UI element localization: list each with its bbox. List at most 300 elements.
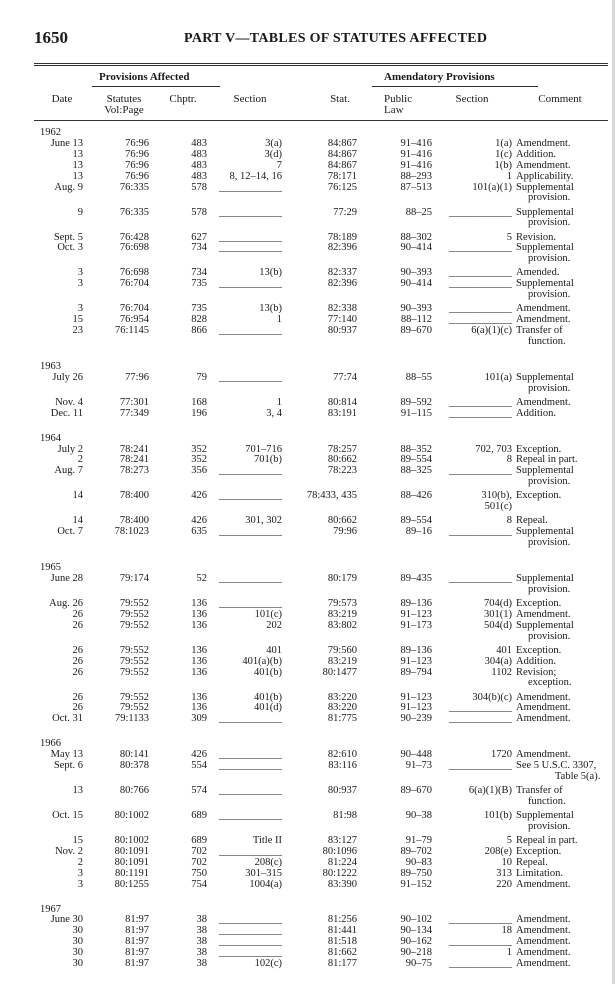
comment-cell: See 5 U.S.C. 3307, [516,760,597,771]
continuation-row [0,537,616,548]
continuation-row [0,383,616,394]
public-law-cell: 89–702 [400,845,432,857]
stat-cell: 83:390 [327,878,357,890]
chapter-cell: 38 [196,914,207,926]
stat-cell: 83:220 [327,691,357,703]
continuation-row [0,796,616,807]
statutes-cell: 76:96 [125,159,149,171]
statutes-cell: 80:378 [119,760,149,771]
amend-section-cell: 5 [506,231,512,243]
chapter-cell: 196 [191,407,207,419]
table-row [0,810,616,821]
stat-cell: 81:256 [327,914,357,926]
statutes-cell: 79:552 [119,597,149,609]
comment-cell: Amendment. [516,303,571,315]
comment-continuation: exception. [528,677,572,689]
table-row [0,936,616,947]
comment-cell: Exception. [516,490,562,502]
date-cell: 26 [72,666,83,678]
table-row [0,645,616,656]
statutes-cell: 80:766 [119,785,149,796]
col-statutes-line2: Vol:Page [104,104,144,116]
public-law-cell: 90–134 [400,925,432,937]
statutes-cell: 76:428 [119,231,149,243]
statutes-cell: 79:174 [119,572,149,584]
date-cell: 2 [77,856,83,868]
public-law-cell: 90–239 [400,713,432,725]
comment-cell: Amendment. [516,749,571,761]
stat-cell: 82:610 [327,749,357,761]
stat-cell: 78:433, 435 [306,490,357,502]
public-law-cell: 91–73 [405,760,432,771]
table-row [0,857,616,868]
date-cell: 30 [72,958,83,969]
amend-section-cell: ____________ [449,526,512,538]
stat-cell: 82:396 [327,278,357,290]
year-label: 1967 [40,903,61,915]
chapter-cell: 356 [191,465,207,477]
public-law-cell: 91–416 [400,148,432,160]
statutes-cell: 78:273 [119,465,149,477]
chapter-cell: 735 [191,278,207,290]
col-stat: Stat. [330,93,350,105]
stat-cell: 78:189 [327,231,357,243]
date-cell: 23 [72,325,83,337]
public-law-cell: 91–123 [400,608,432,620]
date-cell: June 28 [50,572,83,584]
statutes-cell: 79:552 [119,702,149,714]
amend-section-cell: 6(a)(1)(B) [468,785,512,796]
chapter-cell: 735 [191,303,207,315]
date-cell: 26 [72,691,83,703]
page-number: 1650 [34,28,68,47]
date-cell: 13 [72,785,83,796]
chapter-cell: 136 [191,666,207,678]
section-cell: ____________ [219,845,282,857]
comment-cell: Supplemental [516,465,574,477]
table-row [0,515,616,526]
statutes-cell: 76:96 [125,137,149,149]
table-row [0,207,616,218]
amend-section-cell: ____________ [449,465,512,477]
public-law-cell: 89–136 [400,597,432,609]
statutes-cell: 78:241 [119,454,149,466]
continuation-row [0,253,616,264]
table-row [0,444,616,455]
date-cell: 26 [72,702,83,714]
public-law-cell: 90–393 [400,303,432,315]
chapter-cell: 352 [191,443,207,455]
section-cell: 301, 302 [245,515,282,527]
comment-cell: Repeal in part. [516,835,578,846]
section-cell: ____________ [219,597,282,609]
statutes-cell: 78:400 [119,490,149,502]
col-comment: Comment [538,93,582,105]
stat-cell: 80:814 [327,396,357,408]
stat-cell: 76:125 [327,181,357,193]
statutes-cell: 76:96 [125,170,149,182]
table-row [0,160,616,171]
statutes-cell: 76:335 [119,181,149,193]
table-row [0,408,616,419]
section-cell: 8, 12–14, 16 [229,170,282,182]
year-label: 1965 [40,562,61,573]
public-law-cell: 91–416 [400,159,432,171]
public-law-cell: 89–592 [400,396,432,408]
table-row [0,372,616,383]
amend-section-cell: ____________ [449,206,512,218]
table-row [0,182,616,193]
chapter-cell: 38 [196,925,207,937]
date-cell: June 30 [50,914,83,926]
comment-continuation: provision. [528,476,571,488]
stat-cell: 79:560 [327,644,357,656]
table-row [0,620,616,631]
stat-cell: 80:1096 [322,845,357,857]
chapter-cell: 52 [196,572,207,584]
chapter-cell: 483 [191,137,207,149]
chapter-cell: 750 [191,867,207,879]
table-row [0,278,616,289]
section-cell: ____________ [219,465,282,477]
statutes-cell: 78:1023 [114,526,149,538]
comment-cell: Exception. [516,597,562,609]
statutes-cell: 77:301 [119,396,149,408]
group-underline-amendatory [372,86,538,87]
statutes-cell: 76:698 [119,267,149,279]
date-cell: 3 [77,267,83,279]
comment-cell: Amendment. [516,396,571,408]
date-cell: 14 [72,515,83,527]
amend-section-cell: 8 [506,515,512,527]
comment-continuation: function. [528,795,566,807]
comment-cell: Amendment. [516,936,571,948]
col-public-law-line1: Public [384,93,413,105]
chapter-cell: 79 [196,371,207,383]
section-cell: ____________ [219,572,282,584]
section-cell: ____________ [219,206,282,218]
section-cell: ____________ [219,713,282,725]
col-public-law-line2: Law [384,104,404,116]
stat-cell: 78:223 [327,465,357,477]
comment-cell: Amendment. [516,691,571,703]
statutes-cell: 79:552 [119,666,149,678]
table-row [0,835,616,846]
amend-section-cell: 5 [506,835,512,846]
comment-cell: Repeal in part. [516,454,578,466]
public-law-cell: 90–83 [405,856,432,868]
comment-cell: Amendment. [516,608,571,620]
section-cell: 1 [276,396,282,408]
continuation-row [0,476,616,487]
amend-section-cell: ____________ [449,267,512,279]
stat-cell: 79:96 [333,526,357,538]
section-cell: ____________ [219,278,282,290]
table-row [0,573,616,584]
stat-cell: 80:662 [327,515,357,527]
group-header-amendatory: Amendatory Provisions [384,71,495,83]
col-statutes-line1: Statutes [106,93,142,105]
section-cell: 101(c) [254,608,282,620]
public-law-cell: 88–302 [400,231,432,243]
table-row [0,925,616,936]
comment-cell: Amendment. [516,159,571,171]
comment-cell: Amendment. [516,314,571,326]
statutes-cell: 80:1255 [114,878,149,890]
statutes-cell: 76:698 [119,242,149,254]
table-row [0,958,616,969]
stat-cell: 81:177 [327,958,357,969]
comment-cell: Repeal. [516,856,548,868]
col-date: Date [51,93,73,105]
amend-section-cell: 220 [496,878,512,890]
col-section: Section [233,93,267,105]
amend-section-cell: 1(b) [494,159,512,171]
public-law-cell: 90–414 [400,278,432,290]
section-cell: 13(b) [259,267,282,279]
date-cell: 30 [72,936,83,948]
statutes-cell: 80:141 [119,749,149,761]
amend-section-cell: 101(b) [484,810,512,821]
public-law-cell: 89–750 [400,867,432,879]
comment-continuation: provision. [528,820,571,832]
amend-section-cell: 208(e) [484,845,512,857]
chapter-cell: 168 [191,396,207,408]
statutes-cell: 81:97 [125,958,149,969]
stat-cell: 79:573 [327,597,357,609]
comment-continuation: provision. [528,289,571,301]
date-cell: Dec. 11 [50,407,83,419]
col-chapter: Chptr. [169,93,197,105]
amend-section-cell: ____________ [449,314,512,326]
public-law-cell: 90–218 [400,947,432,959]
chapter-cell: 754 [191,878,207,890]
chapter-cell: 38 [196,947,207,959]
amend-section-cell: ____________ [449,713,512,725]
col-statutes [96,94,152,116]
comment-cell: Supplemental [516,572,574,584]
amend-section-cell: 504(d) [484,619,512,631]
table-row [0,314,616,325]
continuation-row [0,217,616,228]
statutes-cell: 80:1002 [114,810,149,821]
public-law-cell: 88–112 [400,314,432,326]
date-cell: July 26 [52,371,83,383]
year-row [0,562,616,573]
comment-cell: Amended. [516,267,560,279]
table-row [0,397,616,408]
stat-cell: 82:396 [327,242,357,254]
comment-continuation: provision. [528,192,571,204]
date-cell: 13 [72,170,83,182]
comment-cell: Supplemental [516,526,574,538]
section-cell: ____________ [219,810,282,821]
section-cell: 208(c) [254,856,282,868]
statutes-cell: 80:1091 [114,845,149,857]
date-cell: 26 [72,655,83,667]
table-row [0,171,616,182]
date-cell: 26 [72,608,83,620]
section-cell: ____________ [219,490,282,502]
stat-cell: 83:219 [327,655,357,667]
section-cell: 701(b) [254,454,282,466]
statutes-cell: 76:1145 [114,325,149,337]
statutes-cell: 78:400 [119,515,149,527]
comment-cell: Transfer of [516,785,563,796]
amend-section-cell: 1(c) [495,148,512,160]
date-cell: 3 [77,878,83,890]
statutes-cell: 77:349 [119,407,149,419]
chapter-cell: 689 [191,835,207,846]
continuation-row [0,584,616,595]
date-cell: 3 [77,303,83,315]
comment-cell: Amendment. [516,958,571,969]
amend-section-cell: 8 [506,454,512,466]
comment-cell: Repeal. [516,515,548,527]
amend-section-cell: 702, 703 [475,443,512,455]
amend-section-cell: ____________ [449,958,512,969]
continuation-row [0,192,616,203]
public-law-cell: 89–794 [400,666,432,678]
statutes-cell: 76:335 [119,206,149,218]
section-cell: 701–716 [245,443,282,455]
year-label: 1962 [40,127,61,138]
col-public-law [384,94,428,116]
stat-cell: 83:127 [327,835,357,846]
chapter-cell: 136 [191,619,207,631]
comment-cell: Supplemental [516,206,574,218]
stat-cell: 77:74 [333,371,357,383]
stat-cell: 81:775 [327,713,357,725]
table-row [0,749,616,760]
year-row [0,433,616,444]
amend-section-cell: 101(a) [484,371,512,383]
section-cell: 401(b) [254,666,282,678]
section-cell: 13(b) [259,303,282,315]
amend-section-continuation: 501(c) [484,501,512,513]
public-law-cell: 89–554 [400,515,432,527]
date-cell: 26 [72,619,83,631]
chapter-cell: 136 [191,702,207,714]
chapter-cell: 426 [191,490,207,502]
table-row [0,760,616,771]
date-cell: Nov. 4 [55,396,83,408]
chapter-cell: 866 [191,325,207,337]
continuation-row [0,631,616,642]
chapter-cell: 635 [191,526,207,538]
comment-cell: Amendment. [516,713,571,725]
public-law-cell: 90–38 [405,810,432,821]
col-amend-section: Section [455,93,489,105]
table-row [0,947,616,958]
amend-section-cell: 704(d) [484,597,512,609]
section-cell: ____________ [219,925,282,937]
table-row [0,609,616,620]
chapter-cell: 578 [191,181,207,193]
table-row [0,879,616,890]
statutes-cell: 81:97 [125,947,149,959]
section-cell: Title II [252,835,282,846]
running-title: PART V—TABLES OF STATUTES AFFECTED [184,31,488,46]
chapter-cell: 38 [196,958,207,969]
comment-cell: Addition. [516,148,556,160]
section-cell: 202 [266,619,282,631]
comment-cell: Exception. [516,644,562,656]
chapter-cell: 38 [196,936,207,948]
comment-cell: Exception. [516,443,562,455]
comment-cell: Amendment. [516,137,571,149]
chapter-cell: 734 [191,242,207,254]
comment-cell: Amendment. [516,702,571,714]
date-cell: 30 [72,947,83,959]
chapter-cell: 136 [191,691,207,703]
table-row [0,846,616,857]
date-cell: 3 [77,278,83,290]
amend-section-cell: 301(1) [484,608,512,620]
table-row [0,267,616,278]
section-cell: ____________ [219,785,282,796]
date-cell: 26 [72,644,83,656]
section-cell: 301–315 [245,867,282,879]
amend-section-cell: ____________ [449,407,512,419]
section-cell: ____________ [219,914,282,926]
stat-cell: 80:662 [327,454,357,466]
stat-cell: 78:257 [327,443,357,455]
statutes-cell: 79:552 [119,691,149,703]
stat-cell: 83:220 [327,702,357,714]
comment-continuation: provision. [528,382,571,394]
statutes-cell: 76:96 [125,148,149,160]
date-cell: 30 [72,925,83,937]
comment-continuation: provision. [528,583,571,595]
stat-cell: 83:116 [328,760,357,771]
chapter-cell: 734 [191,267,207,279]
date-cell: 15 [72,835,83,846]
table-row [0,232,616,243]
comment-cell: Exception. [516,845,562,857]
amend-section-cell: 101(a)(1) [472,181,512,193]
comment-continuation: Table 5(a). [555,770,601,782]
public-law-cell: 90–102 [400,914,432,926]
comment-cell: Amendment. [516,878,571,890]
amend-section-cell: 6(a)(1)(c) [471,325,512,337]
year-row [0,127,616,138]
amend-section-cell: ____________ [449,572,512,584]
amend-section-cell: 1 [506,170,512,182]
amend-section-cell: 18 [501,925,512,937]
header-bottom-rule [34,120,608,121]
table-row [0,656,616,667]
table-row [0,303,616,314]
public-law-cell: 89–435 [400,572,432,584]
table-row [0,325,616,336]
amend-section-cell: 304(a) [484,655,512,667]
stat-cell: 84:867 [327,159,357,171]
table-row [0,713,616,724]
table-row [0,785,616,796]
section-cell: ____________ [219,371,282,383]
public-law-cell: 88–426 [400,490,432,502]
chapter-cell: 352 [191,454,207,466]
section-cell: 102(c) [254,958,282,969]
date-cell: 13 [72,159,83,171]
date-cell: Oct. 15 [52,810,83,821]
public-law-cell: 91–152 [400,878,432,890]
comment-continuation: provision. [528,537,571,549]
date-cell: 15 [72,314,83,326]
public-law-cell: 90–162 [400,936,432,948]
chapter-cell: 554 [191,760,207,771]
